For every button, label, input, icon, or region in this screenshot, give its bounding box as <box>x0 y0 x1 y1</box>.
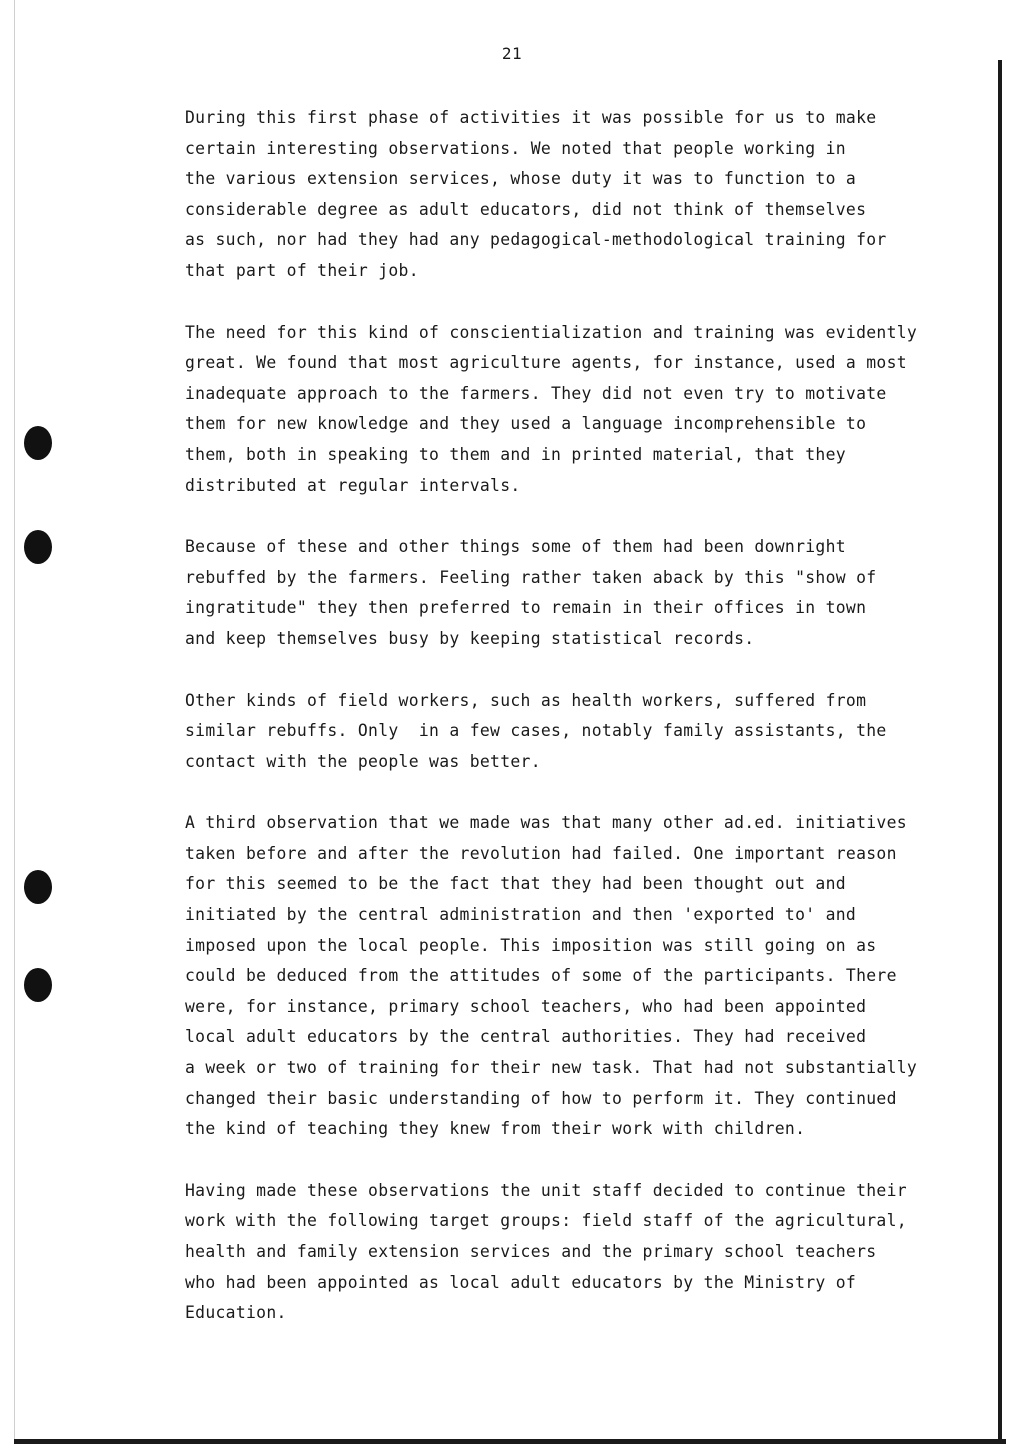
text-line: health and family extension services and the primary school teachers <box>185 1242 877 1261</box>
paragraph-6 <box>185 1176 955 1329</box>
text-line: great. We found that most agriculture agents, for instance, used a most <box>185 353 907 373</box>
page-bottom-edge <box>14 1439 1006 1444</box>
text-line: local adult educators by the central authorities. They had received <box>185 1027 867 1047</box>
text-line: changed their basic understanding of how to perform it. They continued <box>185 1088 897 1108</box>
text-line: Because of these and other things some of them had been downright <box>185 537 846 557</box>
text-line: ingratitude" they then preferred to remain in their offices in town <box>185 598 867 618</box>
page-left-edge <box>14 0 15 1440</box>
text-line: who had been appointed as local adult educators by the Ministry of <box>185 1272 857 1292</box>
text-line: work with the following target groups: field staff of the agricultural, <box>185 1211 907 1231</box>
text-line: taken before and after the revolution had failed. One important reason <box>185 843 897 863</box>
paragraph-1 <box>185 103 955 287</box>
paragraph-3 <box>185 532 955 654</box>
text-line: Education. <box>185 1303 287 1323</box>
text-line: inadequate approach to the farmers. They did not even try to motivate <box>185 383 887 403</box>
text-line: them for new knowledge and they used a language incomprehensible to <box>185 414 867 434</box>
text-line: contact with the people was better. <box>185 751 541 771</box>
text-line: distributed at regular intervals. <box>185 475 521 495</box>
text-line: certain interesting observations. We noted that people working in <box>185 138 846 158</box>
paragraph-4 <box>185 686 955 778</box>
text-line: the various extension services, whose duty it was to function to a <box>185 169 857 189</box>
text-line: the kind of teaching they knew from their work with children. <box>185 1119 806 1139</box>
punch-hole-icon <box>24 426 52 460</box>
body-text <box>185 103 955 1329</box>
punch-hole-icon <box>24 870 52 904</box>
text-line: them, both in speaking to them and in printed material, that they <box>185 444 846 464</box>
text-line: imposed upon the local people. This imposition was still going on as <box>185 935 877 955</box>
text-line: and keep themselves busy by keeping statistical records. <box>185 628 755 648</box>
text-line: were, for instance, primary school teachers, who had been appointed <box>185 996 867 1016</box>
text-line: A third observation that we made was that many other ad.ed. initiatives <box>185 813 907 833</box>
punch-hole-icon <box>24 968 52 1002</box>
text-line: that part of their job. <box>185 260 419 280</box>
text-line: as such, nor had they had any pedagogical-methodological training for <box>185 230 887 250</box>
text-line: could be deduced from the attitudes of some of the participants. There <box>185 966 897 986</box>
text-line: rebuffed by the farmers. Feeling rather taken aback by this "show of <box>185 567 877 587</box>
punch-hole-icon <box>24 530 52 564</box>
text-line: Having made these observations the unit staff decided to continue their <box>185 1180 907 1200</box>
text-line: Other kinds of field workers, such as health workers, suffered from <box>185 690 867 710</box>
page-right-edge <box>998 60 1002 1440</box>
page-number: 21 <box>501 44 523 63</box>
text-line: a week or two of training for their new task. That had not substantially <box>185 1058 918 1078</box>
paragraph-2 <box>185 318 955 502</box>
text-line: During this first phase of activities it was possible for us to make <box>185 108 877 127</box>
text-line: similar rebuffs. Only in a few cases, notably family assistants, the <box>185 721 887 741</box>
text-line: The need for this kind of conscientialization and training was evidently <box>185 322 918 342</box>
paragraph-5 <box>185 808 955 1145</box>
text-line: initiated by the central administration and then 'exported to' and <box>185 905 857 925</box>
text-line: for this seemed to be the fact that they had been thought out and <box>185 874 846 894</box>
text-line: considerable degree as adult educators, did not think of themselves <box>185 199 867 219</box>
